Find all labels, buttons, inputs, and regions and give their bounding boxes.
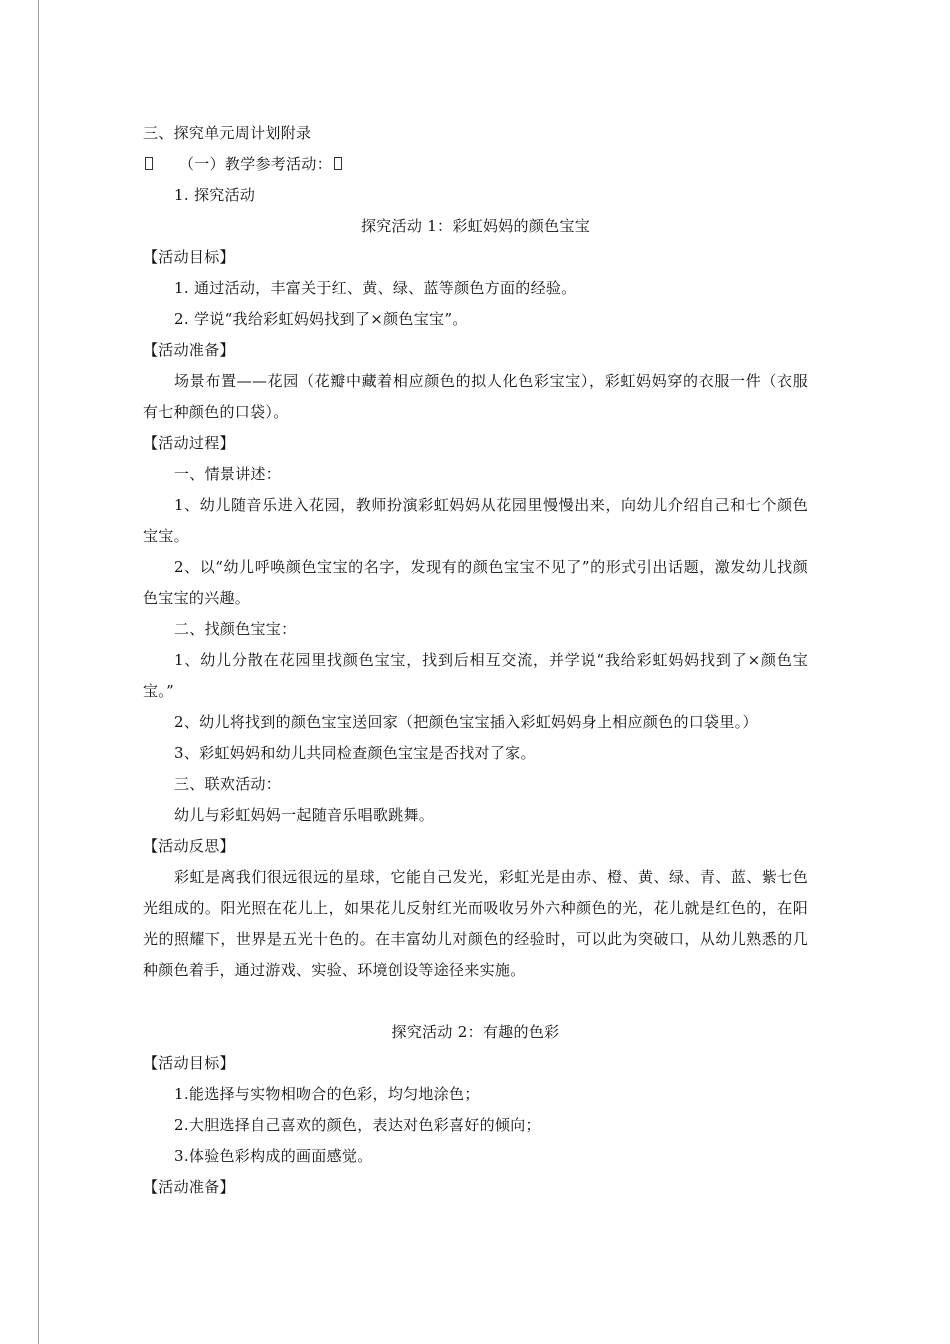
activity1-step2-title: 二、找颜色宝宝：: [174, 620, 297, 638]
activity2-title: 探究活动 2：有趣的色彩: [391, 1023, 560, 1041]
activity1-step1-title: 一、情景讲述：: [174, 465, 282, 483]
activity1-step3-title: 三、联欢活动：: [174, 775, 282, 793]
subsection-title: （一）教学参考活动：: [179, 155, 333, 173]
activity1-title: 探究活动 1：彩虹妈妈的颜色宝宝: [360, 217, 591, 235]
activity2-goal-2: 2.大胆选择自己喜欢的颜色，表达对色彩喜好的倾向；: [174, 1116, 541, 1134]
activity2-goal-3: 3.体验色彩构成的画面感觉。: [174, 1147, 373, 1165]
activity1-step1-item-2: 2、以“幼儿呼唤颜色宝宝的名字，发现有的颜色宝宝不见了”的形式引出话题，激发幼儿找颜色宝宝的兴趣。: [143, 558, 808, 607]
activity1-goal-heading: 【活动目标】: [143, 248, 235, 266]
activity1-step2-item-3: 3、彩虹妈妈和幼儿共同检查颜色宝宝是否找对了家。: [174, 744, 536, 762]
activity2-goal-heading: 【活动目标】: [143, 1054, 235, 1072]
activity1-prep-heading: 【活动准备】: [143, 341, 235, 359]
activity1-prep-text: 场景布置——花园（花瓣中藏着相应颜色的拟人化色彩宝宝），彩虹妈妈穿的衣服一件（衣服有七种颜色的口袋）。: [143, 372, 808, 421]
subsection-title-row: [143, 149, 808, 180]
activity1-goal-1: 1. 通过活动，丰富关于红、黄、绿、蓝等颜色方面的经验。: [174, 279, 577, 297]
activity1-reflection-text: 彩虹是离我们很远很远的星球，它能自己发光，彩虹光是由赤、橙、黄、绿、青、蓝、紫七色光组成的。阳光照在花儿上，如果花儿反射红光而吸收另外六种颜色的光，花儿就是红色的，在阳光的照耀下，世界是五光十色的。在丰富幼儿对颜色的经验时，可以此为突破口，从幼儿熟悉的几种颜色着手，通过游戏、实验、环境创设等途径来实施。: [143, 868, 808, 979]
missing-glyph-icon: [145, 157, 153, 170]
activity1-step1-item-1: 1、幼儿随音乐进入花园，教师扮演彩虹妈妈从花园里慢慢出来，向幼儿介绍自己和七个颜色宝宝。: [143, 496, 808, 545]
section-title: 三、探究单元周计划附录: [143, 124, 312, 142]
missing-glyph-icon: [334, 157, 342, 170]
activity1-step2-item-1: 1、幼儿分散在花园里找颜色宝宝，找到后相互交流，并学说“我给彩虹妈妈找到了×颜色宝宝。”: [143, 651, 808, 700]
activity1-reflection-heading: 【活动反思】: [143, 837, 235, 855]
spacer: [143, 986, 808, 1017]
document-body: [143, 118, 808, 1203]
page-margin-line: [38, 0, 39, 1344]
activity1-step2-item-2: 2、幼儿将找到的颜色宝宝送回家（把颜色宝宝插入彩虹妈妈身上相应颜色的口袋里。）: [174, 713, 758, 731]
activity1-process-heading: 【活动过程】: [143, 434, 235, 452]
activity1-step3-text: 幼儿与彩虹妈妈一起随音乐唱歌跳舞。: [174, 806, 435, 824]
activity2-goal-1: 1.能选择与实物相吻合的色彩，均匀地涂色；: [174, 1085, 480, 1103]
activity1-goal-2: 2. 学说“我给彩虹妈妈找到了×颜色宝宝”。: [174, 310, 468, 328]
item-title: 1. 探究活动: [174, 186, 256, 204]
activity2-prep-heading: 【活动准备】: [143, 1178, 235, 1196]
